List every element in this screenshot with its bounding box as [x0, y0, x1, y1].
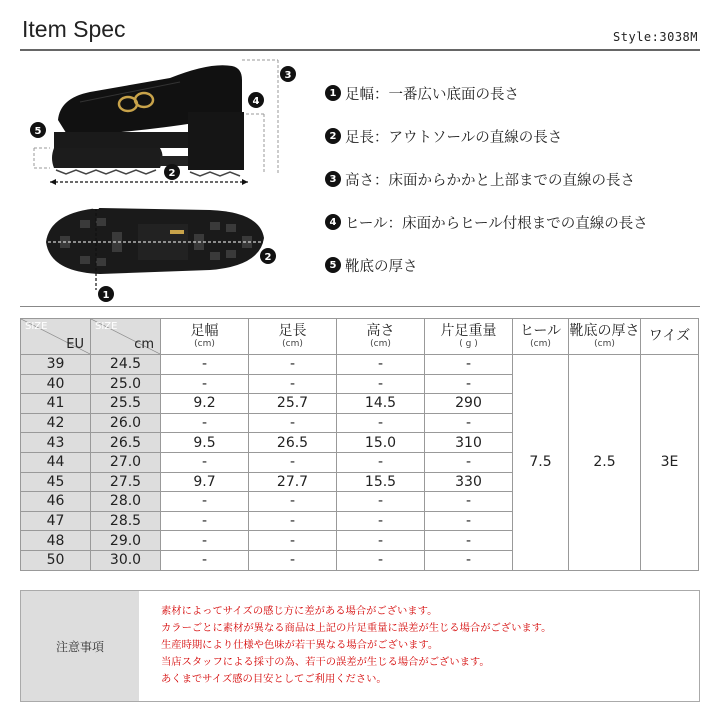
notes-box: [20, 590, 700, 702]
legend-text-3: 高さ：床面からかかと上部までの直線の長さ: [345, 172, 635, 189]
legend-text-4: ヒール：床面からヒール付根までの直線の長さ: [345, 215, 648, 232]
legend-text-5: 靴底の厚さ: [345, 258, 418, 275]
cell-height: 15.5: [337, 472, 425, 492]
legend-text-1: 足幅：一番広い底面の長さ: [345, 86, 519, 103]
header-heel: ヒール (cm): [513, 319, 569, 355]
cell-cm: 24.5: [91, 355, 161, 375]
cell-length: -: [249, 492, 337, 512]
cell-height: -: [337, 550, 425, 570]
shoe-sole-view: [46, 208, 264, 274]
section-divider: [20, 306, 700, 307]
badge-4: 4: [325, 214, 341, 230]
cell-cm: 25.0: [91, 374, 161, 394]
header-size-eu: SIZE EU: [21, 319, 91, 355]
cell-width: 9.5: [161, 433, 249, 453]
cell-weight: -: [425, 374, 513, 394]
legend-item-4: [325, 211, 648, 233]
legend-item-5: [325, 254, 648, 276]
badge-3: 3: [325, 171, 341, 187]
cell-length: -: [249, 550, 337, 570]
cell-cm: 28.0: [91, 492, 161, 512]
cell-weight: -: [425, 355, 513, 375]
svg-text:2: 2: [168, 168, 176, 179]
badge-5: 5: [325, 257, 341, 273]
page-title: Item Spec: [22, 16, 126, 42]
measurement-legend: [325, 82, 648, 297]
cell-width: -: [161, 492, 249, 512]
notes-body: [139, 591, 699, 701]
cell-cm: 26.0: [91, 413, 161, 433]
marker-5: [30, 122, 46, 138]
badge-2: 2: [325, 128, 341, 144]
cell-length: -: [249, 413, 337, 433]
note-line: カラーごとに素材が異なる商品は上記の片足重量に誤差が生じる場合がございます。: [161, 622, 552, 634]
cell-cm: 30.0: [91, 550, 161, 570]
cell-height: -: [337, 511, 425, 531]
cell-cm: 27.5: [91, 472, 161, 492]
cell-weight: -: [425, 492, 513, 512]
cell-width: -: [161, 452, 249, 472]
marker-3: [280, 66, 296, 82]
cell-width: -: [161, 531, 249, 551]
cell-cm: 29.0: [91, 531, 161, 551]
cell-eu: 47: [21, 511, 91, 531]
note-line: 素材によってサイズの感じ方に差がある場合がございます。: [161, 605, 438, 617]
sole-value: 2.5: [569, 355, 641, 571]
cell-length: 27.7: [249, 472, 337, 492]
cell-cm: 25.5: [91, 394, 161, 414]
size-table: [20, 318, 699, 571]
cell-cm: 27.0: [91, 452, 161, 472]
cell-weight: -: [425, 531, 513, 551]
shoe-side-view: [52, 65, 244, 176]
cell-weight: 290: [425, 394, 513, 414]
legend-item-3: [325, 168, 648, 190]
cell-eu: 43: [21, 433, 91, 453]
cell-width: -: [161, 374, 249, 394]
cell-length: 26.5: [249, 433, 337, 453]
cell-height: -: [337, 452, 425, 472]
svg-text:2: 2: [264, 252, 272, 263]
cell-length: -: [249, 531, 337, 551]
cell-height: -: [337, 413, 425, 433]
cell-length: -: [249, 511, 337, 531]
cell-eu: 42: [21, 413, 91, 433]
cell-width: 9.2: [161, 394, 249, 414]
cell-weight: 310: [425, 433, 513, 453]
shoe-figure: [20, 52, 310, 312]
cell-eu: 48: [21, 531, 91, 551]
style-code: Style:3038M: [613, 30, 698, 44]
badge-1: 1: [325, 85, 341, 101]
cell-height: -: [337, 531, 425, 551]
cell-weight: -: [425, 413, 513, 433]
header-wise: ワイズ: [641, 319, 699, 355]
cell-eu: 45: [21, 472, 91, 492]
cell-width: -: [161, 413, 249, 433]
cell-eu: 39: [21, 355, 91, 375]
svg-text:1: 1: [102, 290, 110, 301]
cell-height: -: [337, 374, 425, 394]
header-sole: 靴底の厚さ (cm): [569, 319, 641, 355]
cell-weight: 330: [425, 472, 513, 492]
header-weight: 片足重量 ( g ): [425, 319, 513, 355]
cell-eu: 41: [21, 394, 91, 414]
cell-width: -: [161, 550, 249, 570]
cell-height: 14.5: [337, 394, 425, 414]
marker-4: [248, 92, 264, 108]
table-header-row: [21, 319, 699, 355]
header-height: 高さ (cm): [337, 319, 425, 355]
heel-value: 7.5: [513, 355, 569, 571]
cell-length: -: [249, 355, 337, 375]
cell-eu: 40: [21, 374, 91, 394]
cell-height: -: [337, 492, 425, 512]
cell-length: 25.7: [249, 394, 337, 414]
svg-text:3: 3: [284, 70, 292, 81]
wise-value: 3E: [641, 355, 699, 571]
svg-text:4: 4: [252, 96, 260, 107]
cell-cm: 26.5: [91, 433, 161, 453]
svg-text:5: 5: [34, 126, 42, 137]
table-row: [21, 355, 699, 375]
cell-weight: -: [425, 511, 513, 531]
cell-width: -: [161, 355, 249, 375]
legend-text-2: 足長：アウトソールの直線の長さ: [345, 129, 563, 146]
header-size-cm: SIZE cm: [91, 319, 161, 355]
notes-label: 注意事項: [21, 591, 139, 701]
cell-width: 9.7: [161, 472, 249, 492]
cell-cm: 28.5: [91, 511, 161, 531]
cell-eu: 46: [21, 492, 91, 512]
cell-width: -: [161, 511, 249, 531]
cell-height: -: [337, 355, 425, 375]
marker-2-sole: [260, 248, 276, 264]
cell-height: 15.0: [337, 433, 425, 453]
note-line: あくまでサイズ感の目安としてご利用ください。: [161, 673, 387, 685]
legend-item-1: [325, 82, 648, 104]
cell-length: -: [249, 452, 337, 472]
header-length: 足長 (cm): [249, 319, 337, 355]
cell-eu: 44: [21, 452, 91, 472]
legend-item-2: [325, 125, 648, 147]
note-line: 当店スタッフによる採寸の為、若干の誤差が生じる場合がございます。: [161, 656, 490, 668]
header-width: 足幅 (cm): [161, 319, 249, 355]
marker-1: [98, 286, 114, 302]
cell-weight: -: [425, 550, 513, 570]
cell-length: -: [249, 374, 337, 394]
marker-2-side: [164, 164, 180, 180]
title-rule: [20, 49, 700, 51]
note-line: 生産時期により仕様や色味が若干異なる場合がございます。: [161, 639, 439, 651]
cell-eu: 50: [21, 550, 91, 570]
cell-weight: -: [425, 452, 513, 472]
